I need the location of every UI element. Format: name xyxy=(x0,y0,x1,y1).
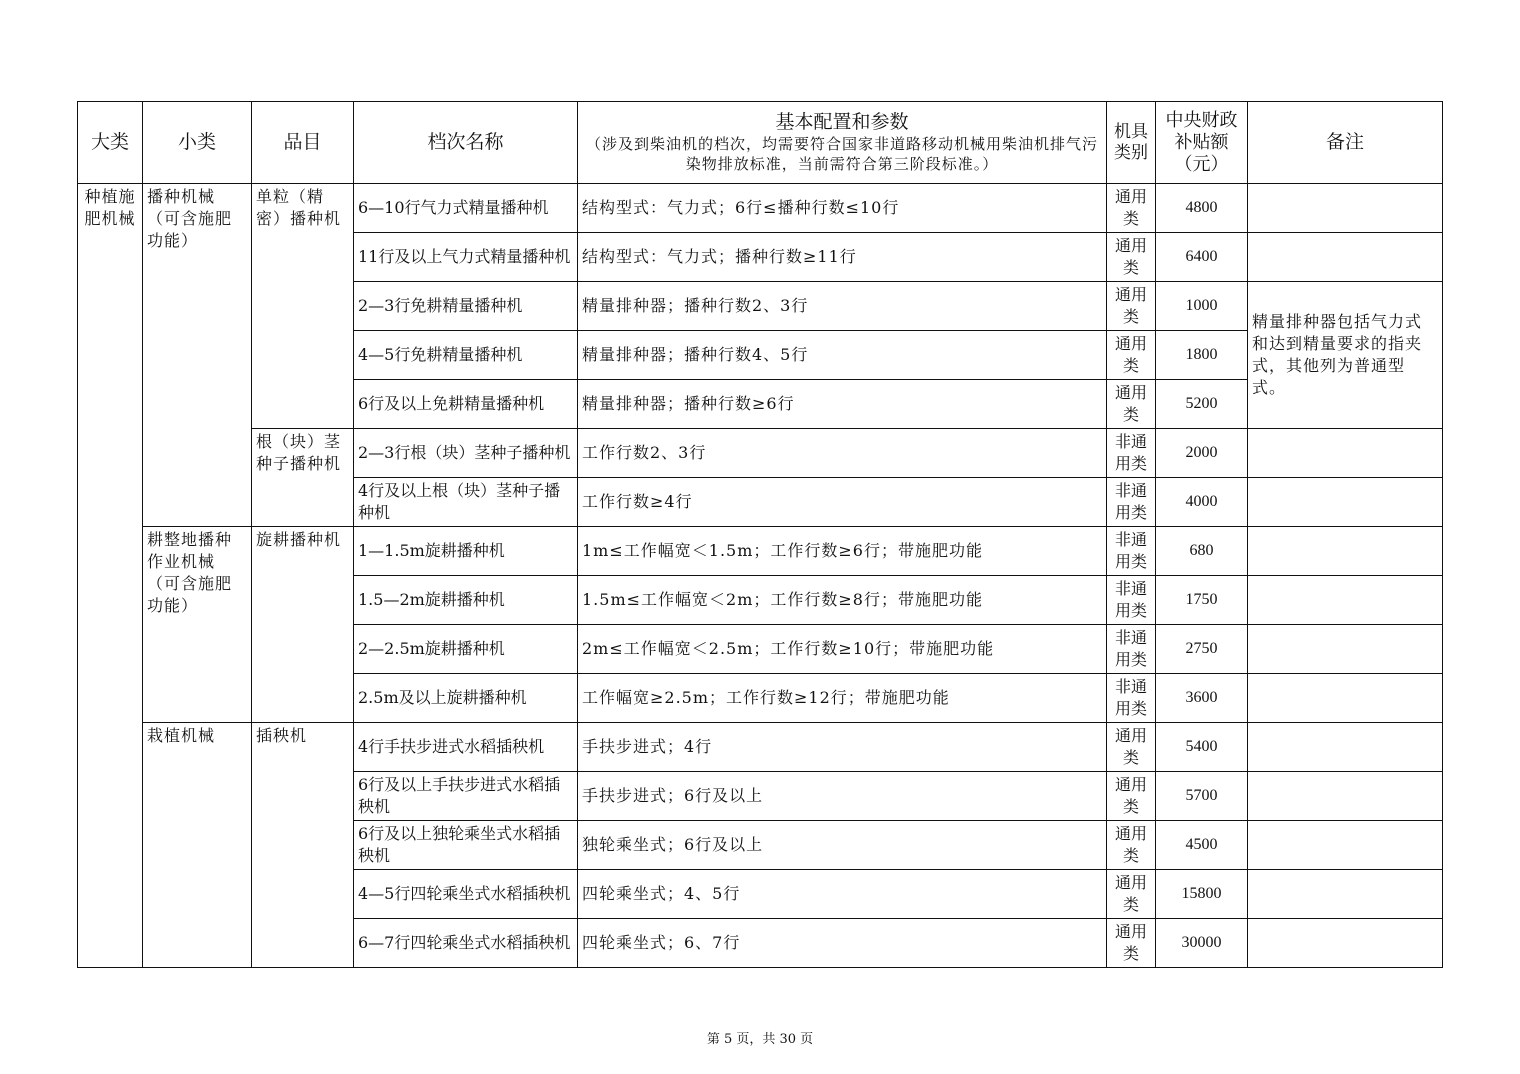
grade-name: 4—5行四轮乘坐式水稻插秧机 xyxy=(354,870,578,919)
subsidy-amount: 4500 xyxy=(1156,821,1248,870)
grade-name: 1.5—2m旋耕播种机 xyxy=(354,576,578,625)
config-params: 四轮乘坐式；4、5行 xyxy=(578,870,1107,919)
machine-type: 非通用类 xyxy=(1107,625,1156,674)
config-params: 结构型式：气力式；6行≤播种行数≤10行 xyxy=(578,184,1107,233)
remark-empty xyxy=(1248,625,1443,674)
grade-name: 2.5m及以上旋耕播种机 xyxy=(354,674,578,723)
grade-name: 2—3行根（块）茎种子播种机 xyxy=(354,429,578,478)
grade-name: 6行及以上免耕精量播种机 xyxy=(354,380,578,429)
config-params: 精量排种器；播种行数4、5行 xyxy=(578,331,1107,380)
header-config-note: （涉及到柴油机的档次，均需要符合国家非道路移动机械用柴油机排气污染物排放标准，当前需符合第三阶段标准。） xyxy=(585,135,1098,173)
subsidy-amount: 1000 xyxy=(1156,282,1248,331)
table-row xyxy=(78,723,1443,772)
subsidy-amount: 1800 xyxy=(1156,331,1248,380)
remark-empty xyxy=(1248,233,1443,282)
remark-empty xyxy=(1248,527,1443,576)
grade-name: 11行及以上气力式精量播种机 xyxy=(354,233,578,282)
subsidy-amount: 6400 xyxy=(1156,233,1248,282)
header-row xyxy=(78,102,1443,184)
machine-type: 通用类 xyxy=(1107,821,1156,870)
config-params: 手扶步进式；4行 xyxy=(578,723,1107,772)
grade-name: 1—1.5m旋耕播种机 xyxy=(354,527,578,576)
machine-type: 通用类 xyxy=(1107,184,1156,233)
machine-type: 通用类 xyxy=(1107,723,1156,772)
config-params: 结构型式：气力式；播种行数≥11行 xyxy=(578,233,1107,282)
config-params: 独轮乘坐式；6行及以上 xyxy=(578,821,1107,870)
subsidy-amount: 680 xyxy=(1156,527,1248,576)
grade-name: 4—5行免耕精量播种机 xyxy=(354,331,578,380)
table-row xyxy=(78,184,1443,233)
config-params: 手扶步进式；6行及以上 xyxy=(578,772,1107,821)
item-rice-transplanter: 插秧机 xyxy=(252,723,354,968)
header-grade-name: 档次名称 xyxy=(354,102,578,184)
remark-empty xyxy=(1248,919,1443,968)
remark-empty xyxy=(1248,184,1443,233)
item-rotary-seeder: 旋耕播种机 xyxy=(252,527,354,723)
remark-empty xyxy=(1248,674,1443,723)
header-machine-type: 机具类别 xyxy=(1107,102,1156,184)
subsidy-amount: 2750 xyxy=(1156,625,1248,674)
remark-empty xyxy=(1248,772,1443,821)
config-params: 精量排种器；播种行数2、3行 xyxy=(578,282,1107,331)
subsidy-amount: 4000 xyxy=(1156,478,1248,527)
machine-type: 通用类 xyxy=(1107,282,1156,331)
config-params: 工作行数≥4行 xyxy=(578,478,1107,527)
table-body xyxy=(78,184,1443,968)
remark-empty xyxy=(1248,870,1443,919)
machine-type: 非通用类 xyxy=(1107,429,1156,478)
subsidy-amount: 15800 xyxy=(1156,870,1248,919)
header-config-title: 基本配置和参数 xyxy=(775,111,909,133)
subsidy-amount: 2000 xyxy=(1156,429,1248,478)
header-subsidy: 中央财政补贴额（元） xyxy=(1156,102,1248,184)
remark-empty xyxy=(1248,478,1443,527)
config-params: 四轮乘坐式；6、7行 xyxy=(578,919,1107,968)
table-row xyxy=(78,429,1443,478)
config-params: 工作幅宽≥2.5m；工作行数≥12行；带施肥功能 xyxy=(578,674,1107,723)
config-params: 2m≤工作幅宽＜2.5m；工作行数≥10行；带施肥功能 xyxy=(578,625,1107,674)
machine-type: 通用类 xyxy=(1107,772,1156,821)
item-single-seed: 单粒（精密）播种机 xyxy=(252,184,354,429)
grade-name: 4行手扶步进式水稻插秧机 xyxy=(354,723,578,772)
major-category-cell: 种植施肥机械 xyxy=(78,184,143,968)
subsidy-amount: 5700 xyxy=(1156,772,1248,821)
subsidy-amount: 4800 xyxy=(1156,184,1248,233)
sub-category-seeding: 播种机械（可含施肥功能） xyxy=(143,184,252,527)
sub-category-planting: 栽植机械 xyxy=(143,723,252,968)
config-params: 1m≤工作幅宽＜1.5m；工作行数≥6行；带施肥功能 xyxy=(578,527,1107,576)
config-params: 精量排种器；播种行数≥6行 xyxy=(578,380,1107,429)
machine-type: 非通用类 xyxy=(1107,576,1156,625)
machine-type: 通用类 xyxy=(1107,919,1156,968)
grade-name: 2—3行免耕精量播种机 xyxy=(354,282,578,331)
header-item: 品目 xyxy=(252,102,354,184)
remark-empty xyxy=(1248,576,1443,625)
grade-name: 6行及以上独轮乘坐式水稻插秧机 xyxy=(354,821,578,870)
subsidy-amount: 30000 xyxy=(1156,919,1248,968)
subsidy-amount: 3600 xyxy=(1156,674,1248,723)
machine-type: 通用类 xyxy=(1107,233,1156,282)
machine-type: 通用类 xyxy=(1107,870,1156,919)
remark-empty xyxy=(1248,723,1443,772)
header-major-category: 大类 xyxy=(78,102,143,184)
subsidy-amount: 5200 xyxy=(1156,380,1248,429)
config-params: 工作行数2、3行 xyxy=(578,429,1107,478)
header-sub-category: 小类 xyxy=(143,102,252,184)
subsidy-table xyxy=(77,101,1443,968)
remark-empty xyxy=(1248,429,1443,478)
grade-name: 2—2.5m旋耕播种机 xyxy=(354,625,578,674)
grade-name: 6行及以上手扶步进式水稻插秧机 xyxy=(354,772,578,821)
remark-precision-seeder: 精量排种器包括气力式和达到精量要求的指夹式，其他列为普通型式。 xyxy=(1248,282,1443,429)
machine-type: 通用类 xyxy=(1107,331,1156,380)
grade-name: 6—7行四轮乘坐式水稻插秧机 xyxy=(354,919,578,968)
subsidy-amount: 1750 xyxy=(1156,576,1248,625)
remark-empty xyxy=(1248,821,1443,870)
header-remark: 备注 xyxy=(1248,102,1443,184)
grade-name: 4行及以上根（块）茎种子播种机 xyxy=(354,478,578,527)
grade-name: 6—10行气力式精量播种机 xyxy=(354,184,578,233)
machine-type: 非通用类 xyxy=(1107,478,1156,527)
page-footer: 第 5 页，共 30 页 xyxy=(706,1032,814,1047)
sub-category-tillage: 耕整地播种作业机械（可含施肥功能） xyxy=(143,527,252,723)
config-params: 1.5m≤工作幅宽＜2m；工作行数≥8行；带施肥功能 xyxy=(578,576,1107,625)
item-root-tuber-seeder: 根（块）茎种子播种机 xyxy=(252,429,354,527)
machine-type: 非通用类 xyxy=(1107,527,1156,576)
table-row xyxy=(78,527,1443,576)
subsidy-amount: 5400 xyxy=(1156,723,1248,772)
machine-type: 非通用类 xyxy=(1107,674,1156,723)
machine-type: 通用类 xyxy=(1107,380,1156,429)
header-config xyxy=(578,102,1107,184)
